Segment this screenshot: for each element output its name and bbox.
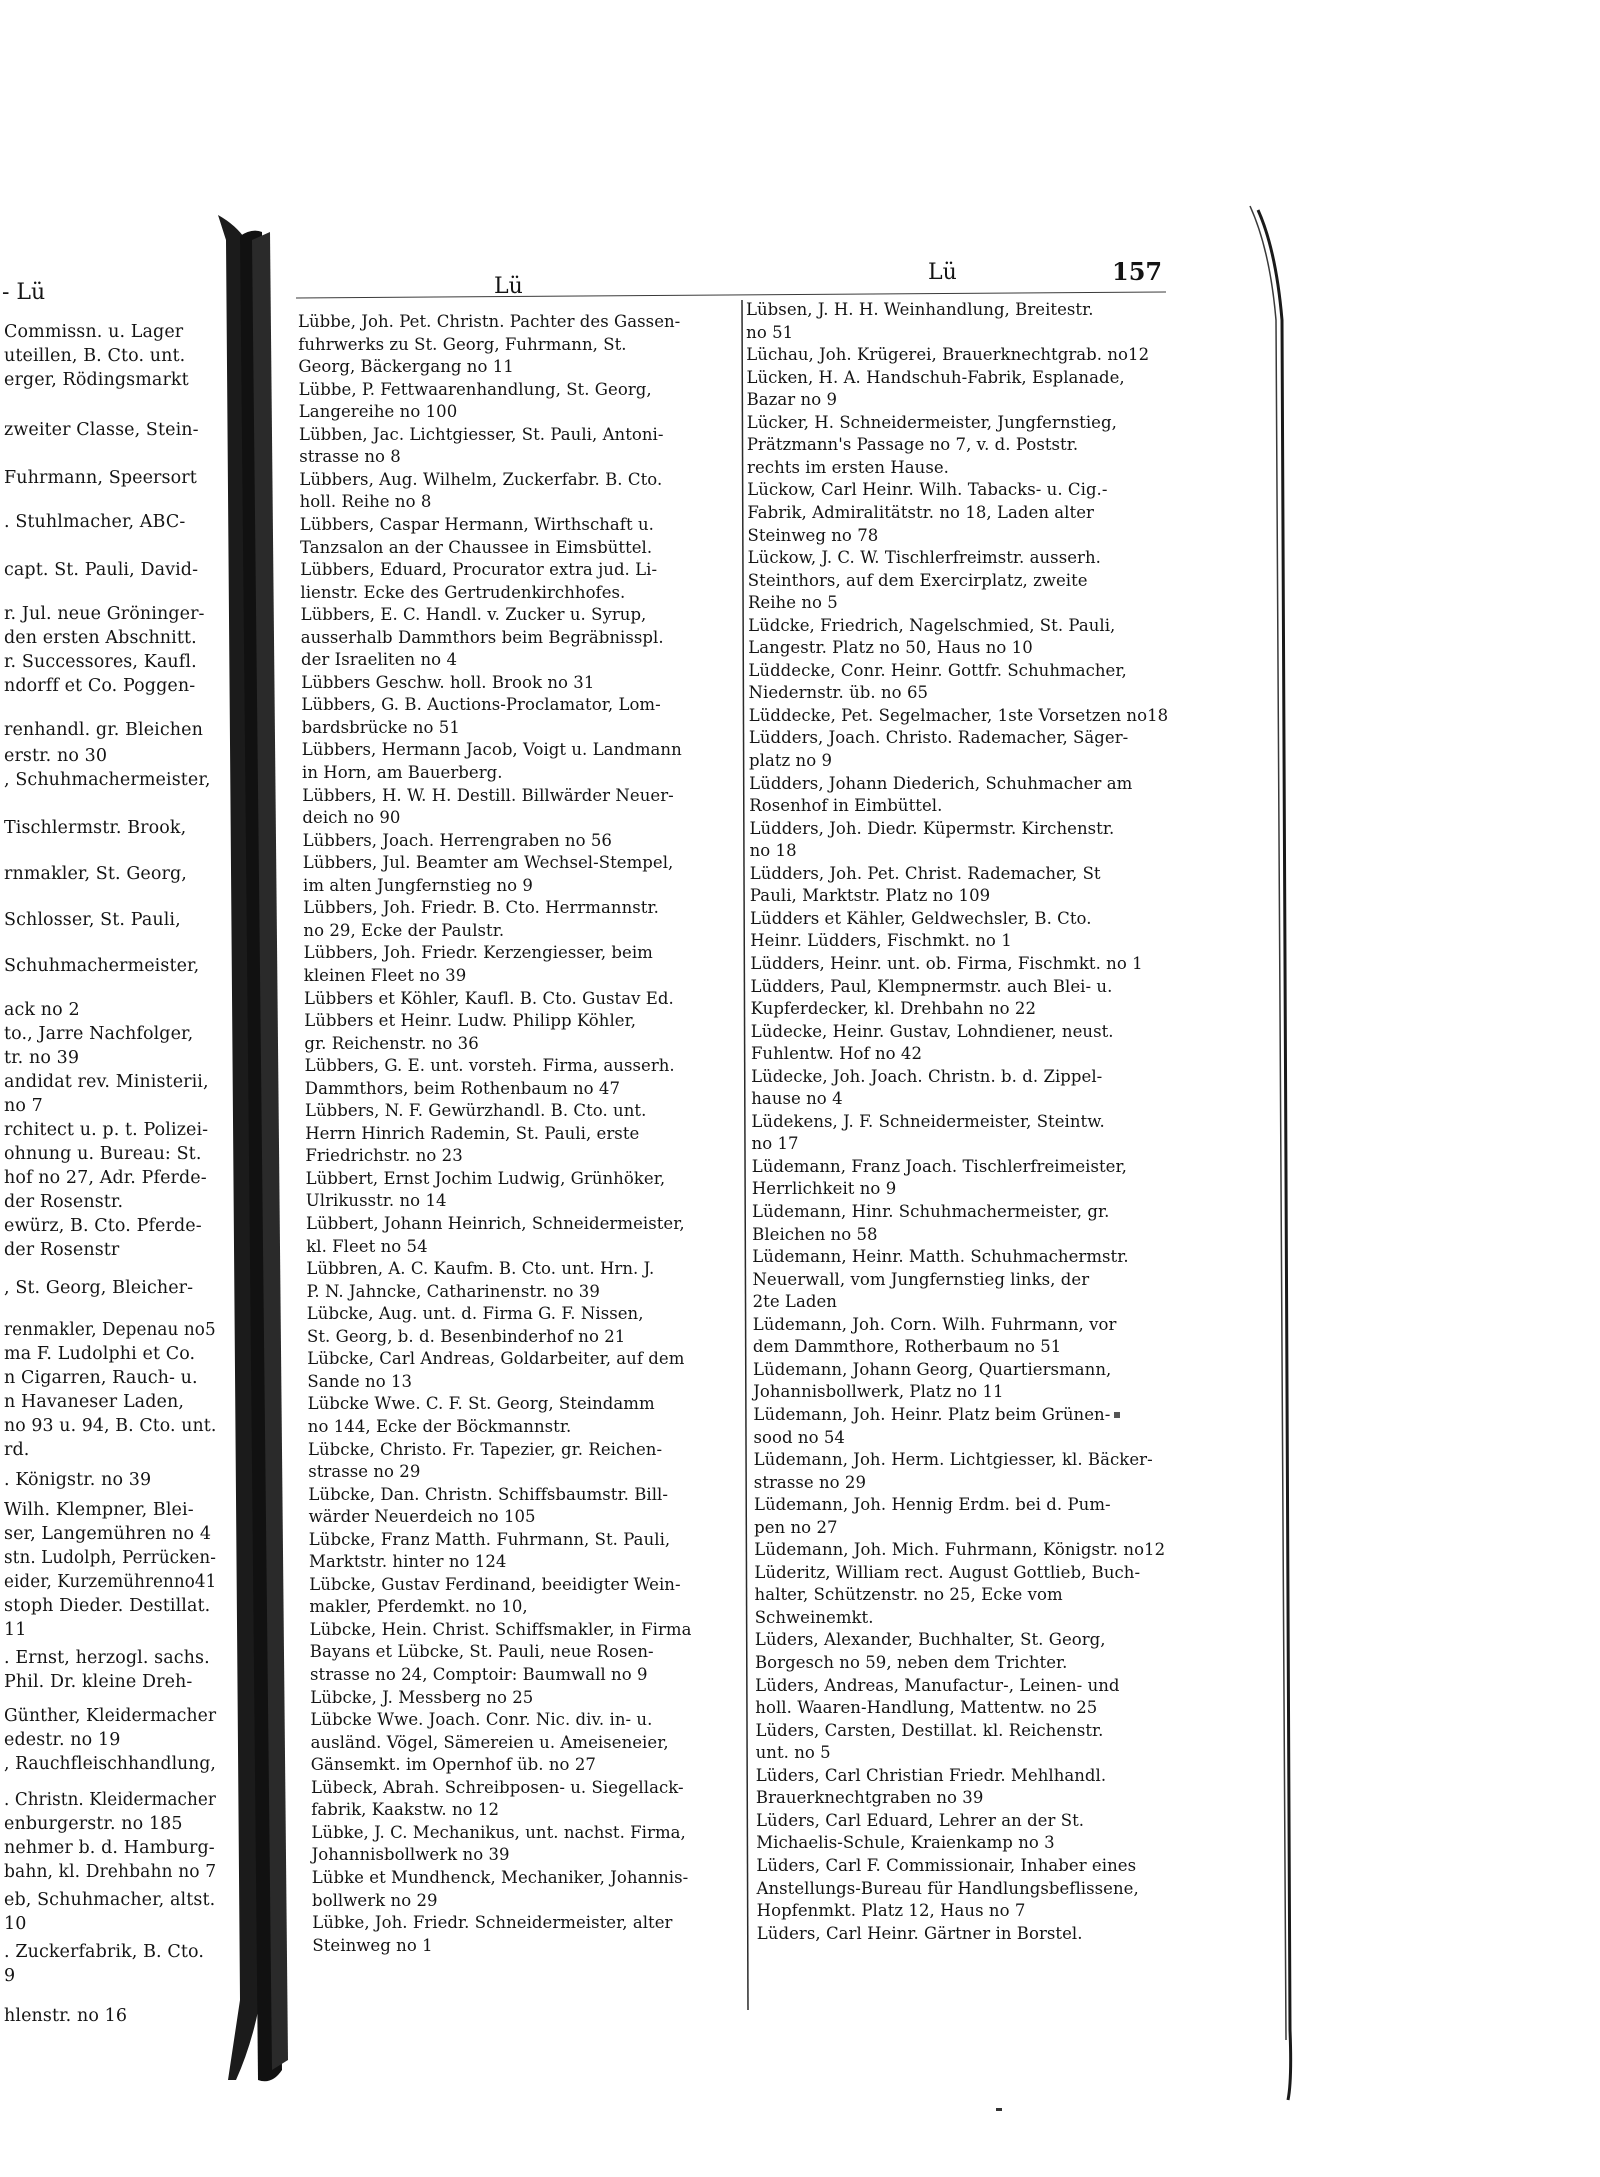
entry-line: Bayans et Lübcke, St. Pauli, neue Rosen- [309,1642,654,1662]
entry-line: Lücken, H. A. Handschuh-Fabrik, Esplanade, [746,367,1125,387]
entry-line: Friedrichstr. no 23 [305,1146,463,1166]
left-page-line: ohnung u. Bureau: St. [4,1144,202,1164]
entry-line: Neuerwall, vom Jungfernstieg links, der [752,1269,1090,1289]
entry-line: holl. Reihe no 8 [299,492,432,512]
entry-line: Steinweg no 1 [312,1935,433,1955]
entry-line: Bazar no 9 [746,390,838,410]
entry-line: hause no 4 [751,1089,843,1109]
entry-line: Lübbers, Hermann Jacob, Voigt u. Landmann [301,740,682,760]
entry-line: Ulrikusstr. no 14 [305,1191,447,1211]
entry-line: deich no 90 [302,808,401,828]
entry-line: Sande no 13 [307,1371,413,1391]
entry-line: Lübcke, Christo. Fr. Tapezier, gr. Reichen- [308,1439,663,1459]
left-page-line: rchitect u. p. t. Polizei- [4,1120,209,1140]
entry-line: fabrik, Kaakstw. no 12 [311,1800,499,1820]
entry-line: Lüdemann, Franz Joach. Tischlerfreimeister, [751,1156,1127,1176]
entry-line: kleinen Fleet no 39 [303,965,467,985]
entry-line: Borgesch no 59, neben dem Trichter. [755,1653,1068,1672]
left-page-line: eb, Schuhmacher, altst. [4,1890,216,1910]
entry-line: Lübbert, Ernst Jochim Ludwig, Grünhöker, [305,1168,666,1188]
entry-line: Herrn Hinrich Rademin, St. Pauli, erste [305,1123,640,1143]
entry-line: kl. Fleet no 54 [306,1236,428,1256]
left-page-line: ewürz, B. Cto. Pferde- [4,1216,202,1236]
entry-line: makler, Pferdemkt. no 10, [309,1597,528,1617]
left-page-line: stn. Ludolph, Perrücken- [4,1548,216,1568]
entry-line: bollwerk no 29 [312,1890,438,1910]
left-page-line: no 93 u. 94, B. Cto. unt. [4,1416,217,1436]
entry-line: Lübke et Mundhenck, Mechaniker, Johannis- [311,1867,689,1887]
left-page-header: - Lü [2,280,46,305]
left-page-line: to., Jarre Nachfolger, [4,1024,194,1044]
left-page-line: Tischlermstr. Brook, [4,818,187,838]
entry-line: Lüdders, Paul, Klempnermstr. auch Blei- u. [750,976,1113,996]
left-page-line: capt. St. Pauli, David- [4,560,199,580]
left-page-line: stoph Dieder. Destillat. [4,1596,211,1616]
entry-line: Fabrik, Admiralitätstr. no 18, Laden alter [747,502,1094,522]
entry-line: Lüdemann, Heinr. Matth. Schuhmachermstr. [752,1247,1129,1267]
entry-line: rechts im ersten Hause. [747,457,949,477]
entry-line: Lübcke, Franz Matth. Fuhrmann, St. Pauli, [308,1529,671,1549]
entry-line: no 17 [751,1134,799,1154]
entry-line: Dammthors, beim Rothenbaum no 47 [304,1078,621,1098]
entry-line: Fuhlentw. Hof no 42 [750,1044,923,1064]
left-page-line: Commissn. u. Lager [4,322,184,342]
entry-line: Steinweg no 78 [747,525,879,545]
entry-line: Lübcke Wwe. C. F. St. Georg, Steindamm [307,1394,655,1414]
entry-line: Lübcke, J. Messberg no 25 [310,1687,534,1707]
left-page-line: ser, Langemühren no 4 [4,1524,212,1544]
entry-line: Lübcke, Dan. Christn. Schiffsbaumstr. Bill- [308,1484,668,1504]
left-page-line: ma F. Ludolphi et Co. [4,1344,196,1364]
entry-line: Lüdders et Kähler, Geldwechsler, B. Cto. [750,908,1092,928]
entry-line: Lüders, Carl Heinr. Gärtner in Borstel. [756,1923,1083,1943]
entry-line: Lüderitz, William rect. August Gottlieb, Buch- [754,1562,1141,1582]
entry-line: Lüdecke, Joh. Joach. Christn. b. d. Zippel- [751,1066,1103,1086]
entry-line: Lübbers, G. B. Auctions-Proclamator, Lom- [301,695,661,715]
entry-line: no 18 [749,841,797,861]
left-page-line: . Christn. Kleidermacher [4,1790,216,1810]
left-page-line: eider, Kurzemührenno41 [4,1572,217,1592]
left-page-line: ack no 2 [4,1000,80,1020]
entry-line: Lüders, Carl Christian Friedr. Mehlhandl. [755,1765,1107,1785]
left-page-line: rnmakler, St. Georg, [4,864,187,884]
left-page-line: 9 [4,1966,16,1986]
entry-line: Lüdekens, J. F. Schneidermeister, Steintw. [751,1111,1105,1131]
entry-line: Lüdemann, Joh. Herm. Lichtgiesser, kl. Bäcker- [753,1450,1153,1470]
left-page-line: den ersten Abschnitt. [4,628,197,648]
entry-line: Marktstr. hinter no 124 [309,1552,507,1572]
entry-line: Lüdders, Heinr. unt. ob. Firma, Fischmkt. no 1 [750,953,1143,973]
entry-line: Lübbers, Joh. Friedr. B. Cto. Herrmannstr. [303,898,659,918]
entry-line: Lübbert, Johann Heinrich, Schneidermeister, [306,1214,685,1233]
entry-line: Lüddecke, Conr. Heinr. Gottfr. Schuhmacher, [748,660,1127,680]
entry-line: Lübbers, Joach. Herrengraben no 56 [302,830,612,850]
entry-line: Johannisbollwerk, Platz no 11 [753,1382,1004,1402]
entry-line: no 51 [746,322,794,342]
entry-line: dem Dammthore, Rotherbaum no 51 [752,1337,1062,1357]
entry-line: Hopfenmkt. Platz 12, Haus no 7 [756,1901,1026,1921]
entry-line: Lübbers, Joh. Friedr. Kerzengiesser, beim [303,943,653,963]
entry-line: Lücker, H. Schneidermeister, Jungfernstieg, [746,412,1117,432]
entry-line: Lübcke Wwe. Joach. Conr. Nic. div. in- u. [310,1710,653,1730]
entry-line: Reihe no 5 [747,593,838,613]
entry-line: Lüchau, Joh. Krügerei, Brauerknechtgrab. no12 [746,345,1150,365]
entry-line: unt. no 5 [755,1743,831,1763]
left-page-line: . Königstr. no 39 [4,1470,152,1490]
left-page-line: Günther, Kleidermacher [4,1706,217,1726]
entry-line: Lüddecke, Pet. Segelmacher, 1ste Vorsetzen no18 [748,705,1169,725]
right-page-header-left: Lü [494,274,523,299]
entry-line: Michaelis-Schule, Kraienkamp no 3 [756,1833,1055,1853]
left-page-line: rd. [4,1440,30,1460]
left-page-line: . Zuckerfabrik, B. Cto. [4,1942,204,1962]
left-page-line: hlenstr. no 16 [4,2006,128,2026]
entry-line: Lüdemann, Johann Georg, Quartiersmann, [753,1359,1112,1379]
entry-line: Lübbers et Heinr. Ludw. Philipp Köhler, [304,1011,637,1031]
left-page-line: n Havaneser Laden, [4,1392,184,1412]
left-page-line: Phil. Dr. kleine Dreh- [4,1672,193,1692]
entry-line: Herrlichkeit no 9 [751,1179,897,1199]
entry-line: halter, Schützenstr. no 25, Ecke vom [754,1585,1063,1605]
entry-line: ausserhalb Dammthors beim Begräbnisspl. [300,627,664,647]
entry-line: no 29, Ecke der Paulstr. [303,920,505,940]
entry-line: Lüdemann, Joh. Corn. Wilh. Fuhrmann, vor [752,1314,1117,1334]
left-page-line: Schlosser, St. Pauli, [4,910,181,930]
left-page-line: zweiter Classe, Stein- [4,420,199,440]
entry-line: Lübke, J. C. Mechanikus, unt. nachst. Firma, [311,1822,686,1842]
entry-line: holl. Waaren-Handlung, Mattentw. no 25 [755,1698,1098,1718]
entry-line: in Horn, am Bauerberg. [302,763,503,782]
left-page-line: r. Successores, Kaufl. [4,652,197,672]
entry-line: Lüdders, Joh. Diedr. Küpermstr. Kirchenstr. [749,818,1115,838]
left-page-line: andidat rev. Ministerii, [4,1072,209,1092]
entry-line: no 144, Ecke der Böckmannstr. [307,1416,572,1436]
left-page-line: enburgerstr. no 185 [4,1814,183,1834]
left-page-line: der Rosenstr. [4,1192,124,1212]
left-page-line: renhandl. gr. Bleichen [4,720,203,740]
entry-line: fuhrwerks zu St. Georg, Fuhrmann, St. [298,334,627,354]
entry-line: Lübcke, Gustav Ferdinand, beeidigter Wein- [309,1574,681,1594]
entry-line: pen no 27 [754,1517,838,1537]
entry-line: bardsbrücke no 51 [301,717,460,737]
left-page-line: 11 [4,1620,27,1640]
entry-line: Lüdemann, Joh. Heinr. Platz beim Grünen- [753,1404,1111,1424]
left-page-line: uteillen, B. Cto. unt. [4,346,186,366]
entry-line: strasse no 29 [753,1472,867,1492]
entry-line: Niedernstr. üb. no 65 [748,683,929,703]
entry-line: Lüdcke, Friedrich, Nagelschmied, St. Pauli, [748,615,1116,635]
entry-line: Lückow, J. C. W. Tischlerfreimstr. ausserh. [747,548,1101,568]
left-page-line: der Rosenstr [4,1240,120,1260]
left-page-line: no 7 [4,1096,43,1116]
entry-line: Lüders, Alexander, Buchhalter, St. Georg, [754,1630,1106,1650]
entry-line: Lübbers Geschw. holl. Brook no 31 [301,672,595,692]
left-page-line: Schuhmachermeister, [4,956,200,976]
entry-line: gr. Reichenstr. no 36 [304,1033,479,1053]
entry-line: Lüdders, Joh. Pet. Christ. Rademacher, St [749,863,1101,883]
entry-line: Prätzmann's Passage no 7, v. d. Poststr. [746,435,1079,455]
entry-line: Schweinemkt. [754,1607,874,1627]
entry-line: Lüders, Carsten, Destillat. kl. Reichenstr. [755,1720,1104,1740]
entry-line: Anstellungs-Bureau für Handlungsbeflissene, [756,1878,1139,1898]
entry-line: Gänsemkt. im Opernhof üb. no 27 [310,1755,596,1775]
entry-line: Lübbers, N. F. Gewürzhandl. B. Cto. unt. [305,1101,647,1121]
entry-line: Heinr. Lüdders, Fischmkt. no 1 [750,931,1012,951]
entry-line: Langereihe no 100 [298,402,458,422]
entry-line: sood no 54 [753,1427,845,1447]
left-page-line: Wilh. Klempner, Blei- [4,1500,194,1520]
entry-line: Lübcke, Aug. unt. d. Firma G. F. Nissen, [306,1304,644,1324]
entry-line: Lübben, Jac. Lichtgiesser, St. Pauli, Antoni- [299,424,664,444]
entry-line: strasse no 29 [308,1462,421,1482]
left-page-line: edestr. no 19 [4,1730,121,1750]
entry-line: Steinthors, auf dem Exercirplatz, zweite [747,570,1088,590]
entry-line: St. Georg, b. d. Besenbinderhof no 21 [307,1326,626,1346]
entry-line: Lübbers, Caspar Hermann, Wirthschaft u. [299,514,654,534]
entry-line: Lübcke, Hein. Christ. Schiffsmakler, in Firma [309,1619,692,1639]
entry-line: Lübeck, Abrah. Schreibposen- u. Siegellack- [311,1777,684,1797]
entry-line: Kupferdecker, kl. Drehbahn no 22 [750,999,1037,1019]
entry-line: Lübbers, Eduard, Procurator extra jud. Li- [300,560,658,580]
entry-line: strasse no 8 [299,447,401,467]
entry-line: Brauerknechtgraben no 39 [755,1788,984,1808]
entry-line: 2te Laden [752,1292,837,1312]
entry-line: P. N. Jahncke, Catharinenstr. no 39 [306,1281,600,1301]
entry-line: Lüdemann, Joh. Hennig Erdm. bei d. Pum- [753,1495,1111,1515]
entry-line: Lübbers et Köhler, Kaufl. B. Cto. Gustav Ed. [304,988,674,1008]
entry-line: Lübbers, G. E. unt. vorsteh. Firma, ausserh. [304,1056,675,1076]
left-page-line: renmakler, Depenau no5 [4,1320,216,1340]
entry-line: Lübke, Joh. Friedr. Schneidermeister, alter [312,1913,673,1933]
entry-line: Lüdders, Joach. Christo. Rademacher, Säger- [748,728,1129,748]
entry-line: Bleichen no 58 [752,1224,878,1244]
entry-line: Lübsen, J. H. H. Weinhandlung, Breitestr. [746,300,1094,319]
left-page-line: , St. Georg, Bleicher- [4,1278,194,1298]
entry-line: Tanzsalon an der Chaussee in Eimsbüttel. [300,537,653,557]
entry-line: platz no 9 [749,751,833,770]
entry-line: Lückow, Carl Heinr. Wilh. Tabacks- u. Cig.- [747,480,1108,500]
entry-line: strasse no 24, Comptoir: Baumwall no 9 [310,1665,648,1684]
left-page-line: ndorff et Co. Poggen- [4,676,196,696]
left-page-line: n Cigarren, Rauch- u. [4,1368,198,1388]
entry-line: Rosenhof in Eimbüttel. [749,796,943,816]
entry-line: Lübbers, H. W. H. Destill. Billwärder Neuer- [302,785,674,805]
page-speck [1114,1412,1120,1418]
entry-line: Lüdemann, Joh. Mich. Fuhrmann, Königstr. no12 [754,1540,1166,1560]
entry-line: Pauli, Marktstr. Platz no 109 [749,886,991,906]
footer-mark [996,2108,1002,2111]
entry-line: der Israeliten no 4 [301,650,458,670]
left-page-line: , Schuhmachermeister, [4,770,211,790]
entry-line: lienstr. Ecke des Gertrudenkirchhofes. [300,582,626,602]
left-page-line: . Stuhlmacher, ABC- [4,512,186,532]
left-page-line: nehmer b. d. Hamburg- [4,1838,215,1858]
entry-line: Lübbers, E. C. Handl. v. Zucker u. Syrup, [300,605,647,625]
left-page-line: Fuhrmann, Speersort [4,468,197,488]
entry-line: wärder Neuerdeich no 105 [308,1507,536,1527]
left-page-line: tr. no 39 [4,1048,80,1068]
left-page-line: erger, Rödingsmarkt [4,370,189,390]
entry-line: Lübbe, P. Fettwaarenhandlung, St. Georg, [298,379,652,399]
entry-line: Lüders, Carl Eduard, Lehrer an der St. [756,1810,1085,1830]
entry-line: Georg, Bäckergang no 11 [298,357,514,377]
left-page-line: erstr. no 30 [4,746,108,766]
entry-line: Lüdders, Johann Diederich, Schuhmacher am [749,773,1133,793]
entry-line: Lüdecke, Heinr. Gustav, Lohndiener, neust. [750,1021,1114,1041]
left-page-line: . Ernst, herzogl. sachs. [4,1648,210,1668]
left-page-line: hof no 27, Adr. Pferde- [4,1168,207,1188]
left-page-line: r. Jul. neue Gröninger- [4,604,205,624]
entry-line: Lübbe, Joh. Pet. Christn. Pachter des Gassen- [298,312,681,331]
entry-line: im alten Jungfernstieg no 9 [303,875,533,895]
right-page-header-right: Lü [928,260,957,285]
entry-line: Lübcke, Carl Andreas, Goldarbeiter, auf dem [307,1349,685,1369]
entry-line: Lüders, Carl F. Commissionair, Inhaber eines [756,1855,1137,1875]
page-number: 157 [1112,257,1163,286]
entry-line: Lüdemann, Hinr. Schuhmachermeister, gr. [752,1202,1110,1221]
left-page-line: bahn, kl. Drehbahn no 7 [4,1862,217,1882]
entry-line: Lübbers, Aug. Wilhelm, Zuckerfabr. B. Cto. [299,469,663,489]
entry-line: Langestr. Platz no 50, Haus no 10 [748,638,1033,658]
entry-line: Lübbren, A. C. Kaufm. B. Cto. unt. Hrn. J. [306,1259,655,1279]
left-page-line: 10 [4,1914,27,1934]
entry-line: ausländ. Vögel, Sämereien u. Ameiseneier, [310,1732,669,1752]
entry-line: Lüders, Andreas, Manufactur-, Leinen- und [755,1675,1120,1695]
entry-line: Lübbers, Jul. Beamter am Wechsel-Stempel, [302,853,674,873]
left-page-line: , Rauchfleischhandlung, [4,1754,216,1774]
entry-line: Johannisbollwerk no 39 [311,1845,510,1865]
